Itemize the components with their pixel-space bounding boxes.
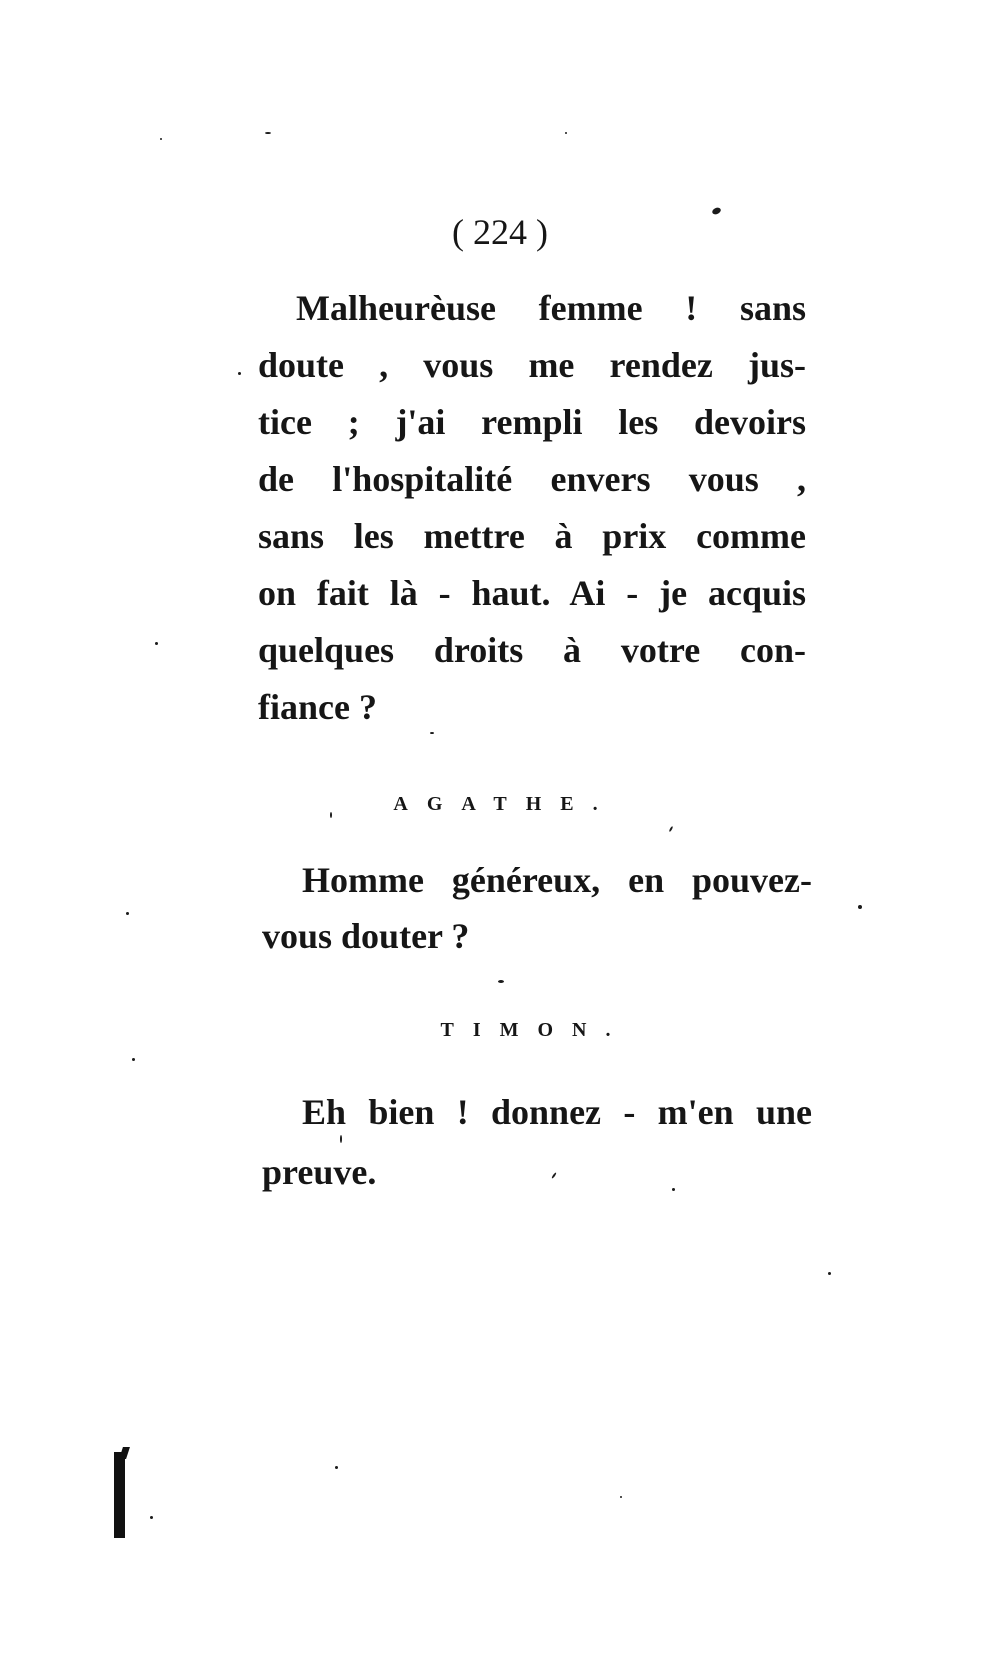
text-line: sans les mettre à prix comme [258,516,806,556]
ink-speck [498,980,504,983]
ink-speck [430,732,434,734]
text-line: on fait là - haut. Ai - je acquis [258,573,806,613]
ink-speck [858,905,862,909]
text-line: Eh bien ! donnez - m'en une [302,1092,812,1132]
text-line: fiance ? [258,687,377,727]
ink-speck [335,1466,338,1469]
ink-speck [126,912,129,915]
text-line: Malheurèuse femme ! sans [296,288,806,328]
ink-speck [160,138,162,140]
ink-speck [330,812,332,818]
speaker-name: AGATHE. [393,793,617,815]
ink-speck [669,826,674,832]
ink-speck [150,1516,153,1519]
ink-speck [238,372,241,375]
ink-speck [265,132,271,134]
speaker-name: TIMON. [440,1019,630,1041]
page-number: ( 224 ) [452,212,548,252]
ink-speck [340,1135,342,1143]
text-line: quelques droits à votre con- [258,630,806,670]
text-line: doute , vous me rendez jus- [258,345,806,385]
text-line: tice ; j'ai rempli les devoirs [258,402,806,442]
ink-speck [132,1058,135,1061]
page-edge-mark [114,1452,125,1538]
ink-speck [828,1272,831,1275]
ink-speck [620,1496,622,1498]
text-line: Homme généreux, en pouvez- [302,860,812,900]
ink-speck [155,642,158,645]
text-line: preuve. [262,1152,377,1192]
text-line: de l'hospitalité envers vous , [258,459,806,499]
ink-speck [565,132,567,134]
text-line: vous douter ? [262,916,470,956]
ink-speck [672,1188,675,1191]
